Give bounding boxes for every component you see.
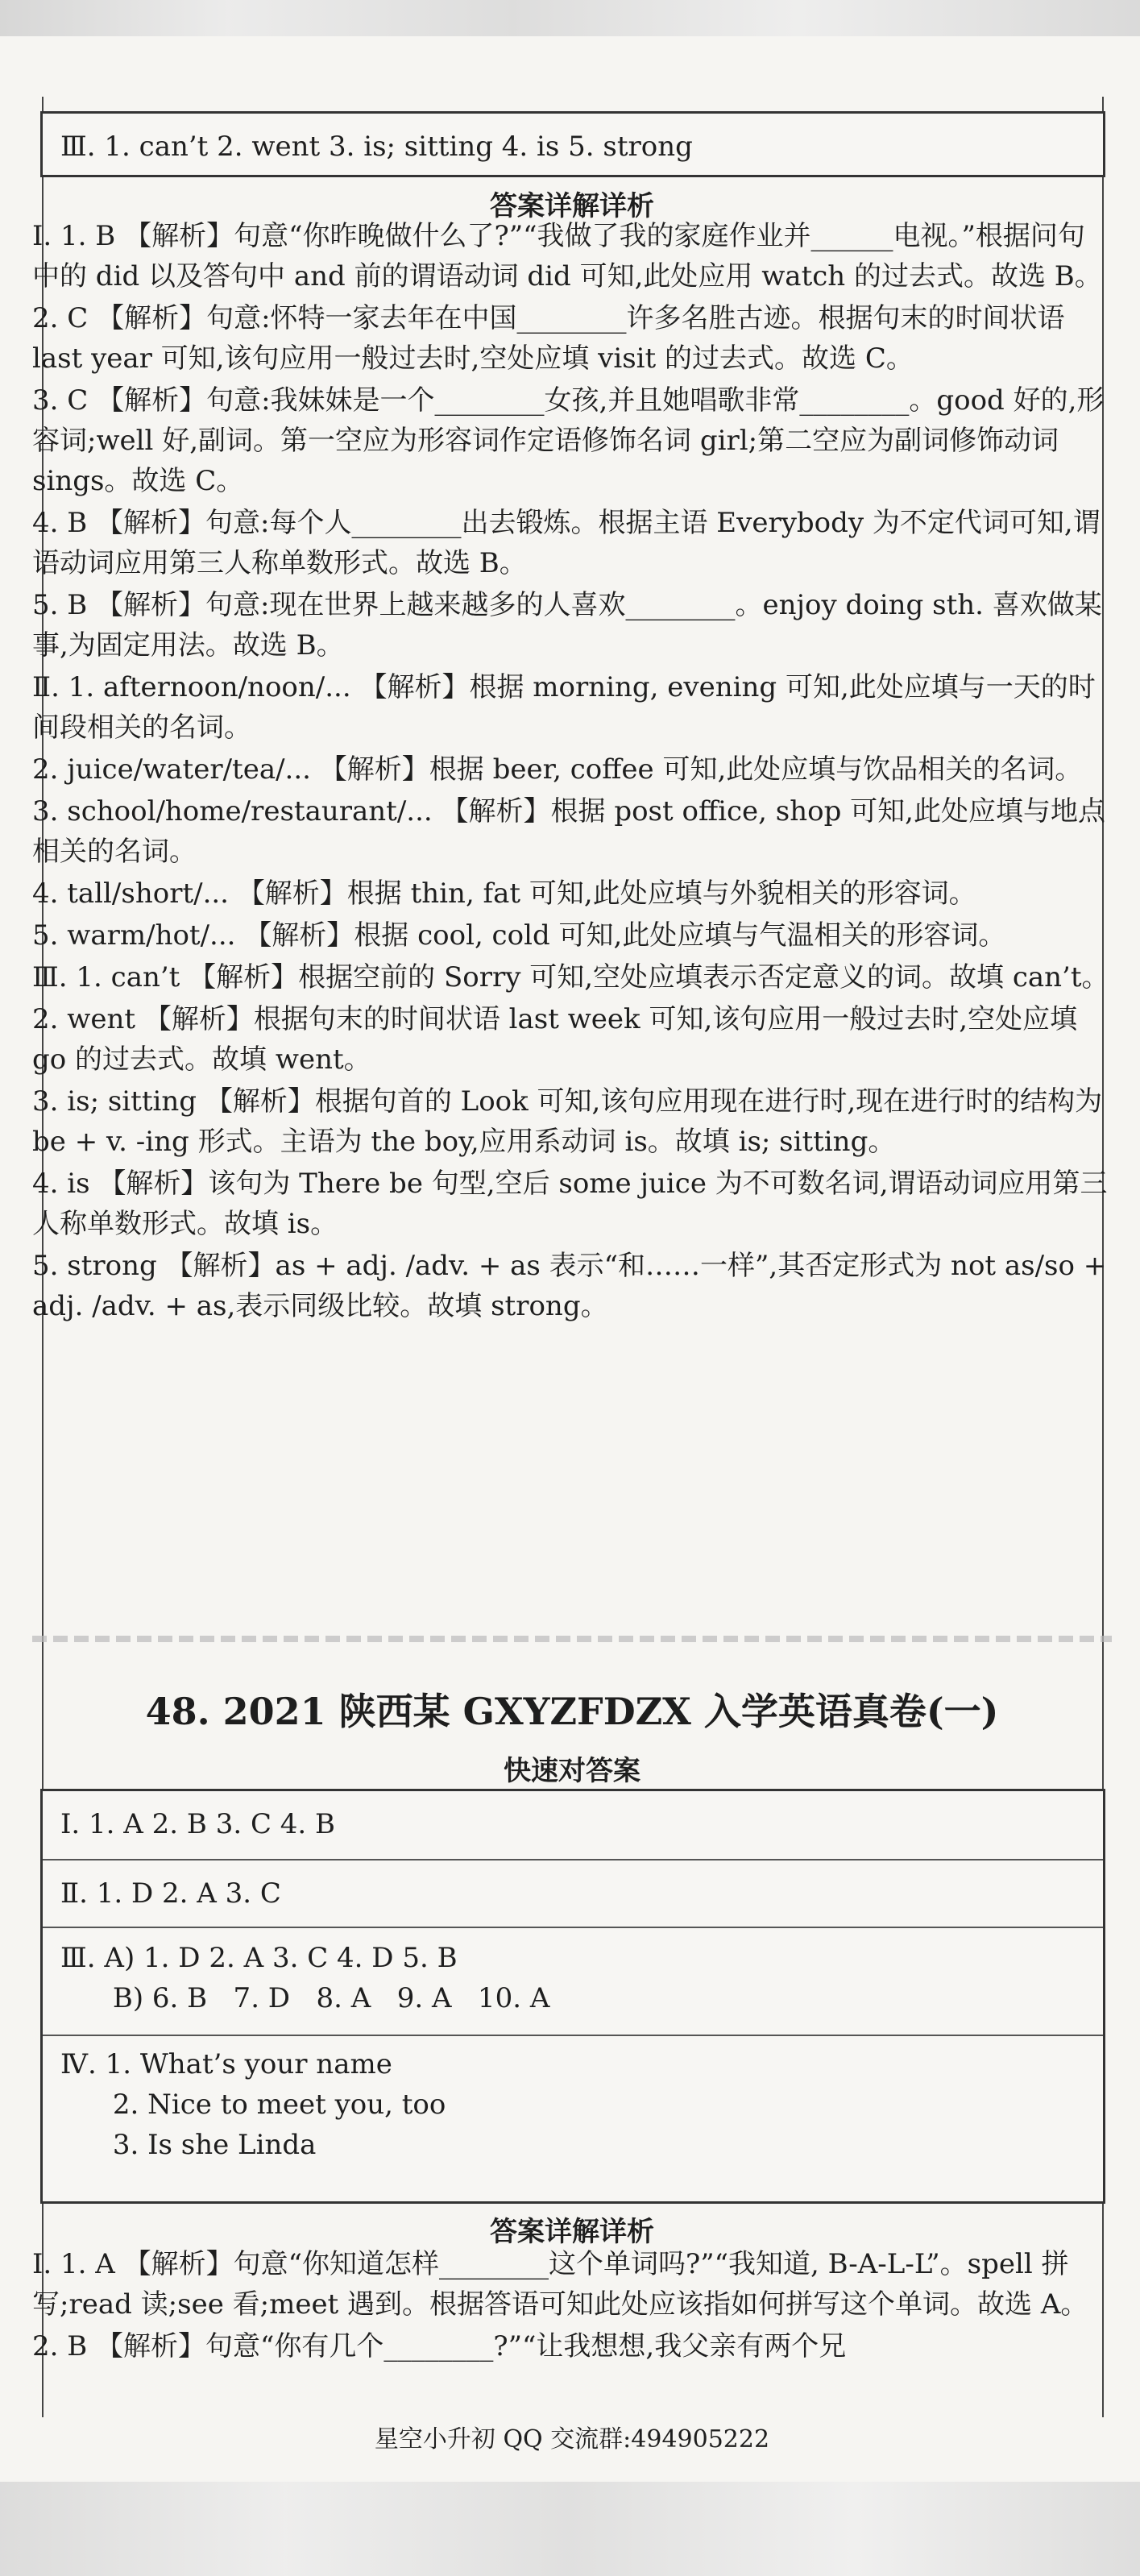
- detail-item: 3. is; sitting 【解析】根据句首的 Look 可知,该句应用现在进行时,现在进行时的结构为 be + v. -ing 形式。主语为 the boy,应用系动词 is。故填 is; sitting。: [32, 1085, 1103, 1158]
- detail-item: 3. C 【解析】句意:我妹妹是一个________女孩,并且她唱歌非常________。good 好的,形容词;well 好,副词。第一空应为形容词作定语修饰名词 girl;第二空应为副词修饰动词 sings。故选 C。: [32, 384, 1105, 497]
- detail-item: Ⅰ. 1. B 【解析】句意“你昨晚做什么了?”“我做了我的家庭作业并______电视。”根据问句中的 did 以及答句中 and 前的谓语动词 did 可知,此处应用 watch 的过去式。故选 B。: [32, 220, 1102, 292]
- detail-item: 5. strong 【解析】as + adj. /adv. + as 表示“和……一样”,其否定形式为 not as/so + adj. /adv. + as,表示同级比较。故填 strong。: [32, 1250, 1107, 1322]
- bottom-scan-noise: [0, 2482, 1140, 2576]
- quick-line: Ⅳ. 1. What’s your name: [60, 2048, 392, 2080]
- detail-item: 4. B 【解析】句意:每个人________出去锻炼。根据主语 Everybody 为不定代词可知,谓语动词应用第三人称单数形式。故选 B。: [32, 507, 1101, 579]
- detail-item: 5. B 【解析】句意:现在世界上越来越多的人喜欢________。enjoy doing sth. 喜欢做某事,为固定用法。故选 B。: [32, 589, 1102, 662]
- section-heading-detail: 答案详解详析: [490, 190, 654, 222]
- detail-item: 2. juice/water/tea/... 【解析】根据 beer, coffee 可知,此处应填与饮品相关的名词。: [32, 753, 1083, 786]
- section-heading-detail-2: 答案详解详析: [490, 2216, 654, 2248]
- quick-line: B) 6. B 7. D 8. A 9. A 10. A: [60, 1982, 550, 2014]
- detail-item: Ⅱ. 1. afternoon/noon/... 【解析】根据 morning, evening 可知,此处应填与一天的时间段相关的名词。: [32, 671, 1096, 744]
- detail-item: 3. school/home/restaurant/... 【解析】根据 post office, shop 可知,此处应填与地点相关的名词。: [32, 795, 1105, 868]
- quick-line: 3. Is she Linda: [60, 2129, 317, 2161]
- detail-item: 2. went 【解析】根据句末的时间状语 last week 可知,该句应用一般过去时,空处应填 go 的过去式。故填 went。: [32, 1003, 1078, 1076]
- detail-item: 4. tall/short/... 【解析】根据 thin, fat 可知,此处应填与外貌相关的形容词。: [32, 877, 976, 910]
- footer-note: 星空小升初 QQ 交流群:494905222: [374, 2425, 770, 2454]
- detail-section-2: [32, 2244, 1112, 2368]
- answer-box-top: [40, 111, 1105, 177]
- quick-row-4: [43, 2035, 1103, 2188]
- quick-row-3: [43, 1927, 1103, 2035]
- answer-row: Ⅲ. 1. can’t 2. went 3. is; sitting 4. is 5. strong: [60, 131, 693, 163]
- detail-item: 2. B 【解析】句意“你有几个________?”“让我想想,我父亲有两个兄: [32, 2330, 847, 2362]
- top-scan-noise: [0, 0, 1140, 36]
- exam-title: 48. 2021 陕西某 GXYZFDZX 入学英语真卷(一): [145, 1690, 999, 1733]
- section-heading-quick: 快速对答案: [504, 1755, 640, 1787]
- quick-row-1: Ⅰ. 1. A 2. B 3. C 4. B: [60, 1808, 335, 1840]
- detail-section-1: [32, 216, 1112, 1328]
- quick-row-2: Ⅱ. 1. D 2. A 3. C: [43, 1859, 1103, 1927]
- detail-item: Ⅰ. 1. A 【解析】句意“你知道怎样________这个单词吗?”“我知道, B-A-L-L”。spell 拼写;read 读;see 看;meet 遇到。根据答语可知此处应该指如何拼写这个单词。故选 A。: [32, 2248, 1088, 2321]
- quick-line: 2. Nice to meet you, too: [60, 2089, 446, 2121]
- detail-item: 2. C 【解析】句意:怀特一家去年在中国________许多名胜古迹。根据句末的时间状语 last year 可知,该句应用一般过去时,空处应填 visit 的过去式。故选 C。: [32, 302, 1065, 375]
- quick-answer-box: [40, 1789, 1105, 2204]
- detail-item: Ⅲ. 1. can’t 【解析】根据空前的 Sorry 可知,空处应填表示否定意义的词。故填 can’t。: [32, 961, 1109, 993]
- section-divider: [32, 1636, 1112, 1642]
- quick-line: Ⅲ. A) 1. D 2. A 3. C 4. D 5. B: [60, 1942, 458, 1974]
- detail-item: 5. warm/hot/... 【解析】根据 cool, cold 可知,此处应填与气温相关的形容词。: [32, 919, 1006, 952]
- detail-item: 4. is 【解析】该句为 There be 句型,空后 some juice 为不可数名词,谓语动词应用第三人称单数形式。故填 is。: [32, 1168, 1108, 1240]
